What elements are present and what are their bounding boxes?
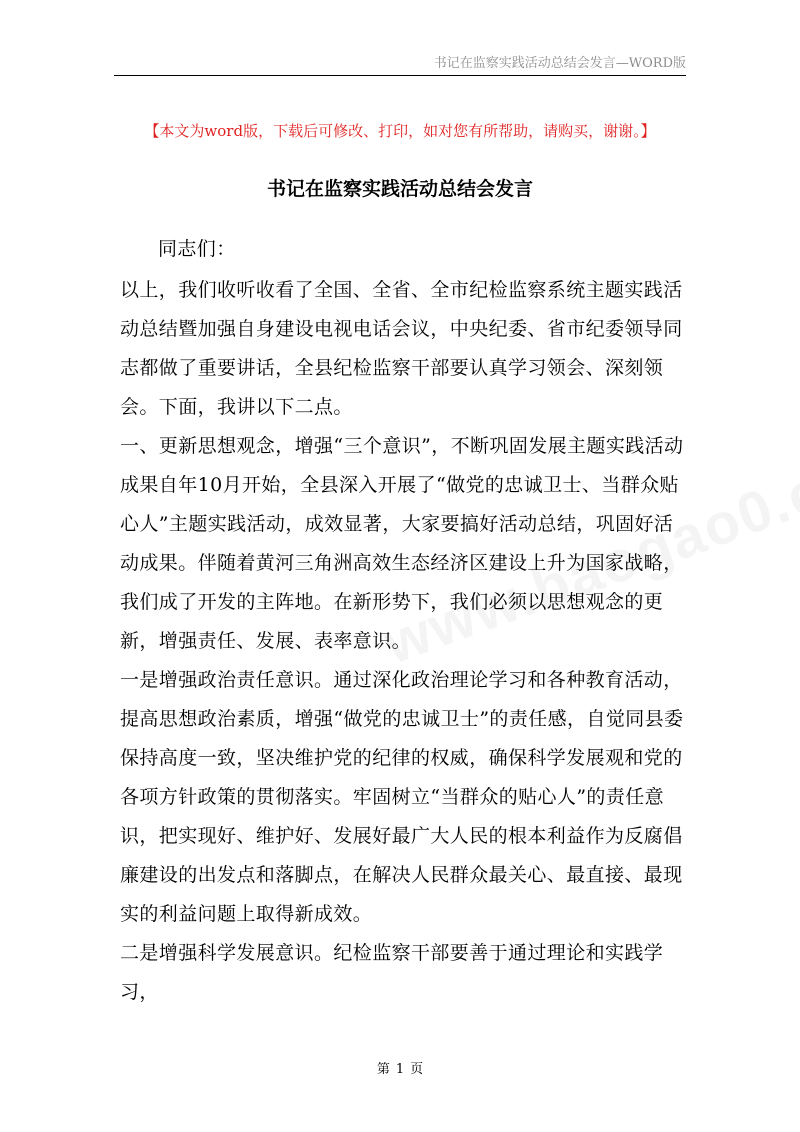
header-divider: [114, 75, 686, 76]
page-prefix: 第: [376, 1062, 390, 1077]
page-suffix: 页: [410, 1062, 424, 1077]
paragraph: 二是增强科学发展意识。纪检监察干部要善于通过理论和实践学习，: [120, 942, 664, 1003]
paragraph: 以上，我们收听收看了全国、全省、全市纪检监察系统主题实践活动总结暨加强自身建设电视电话会议，中央纪委、省市纪委领导同志都做了重要讲话，全县纪检监察干部要认真学习领会、深刻领会。下面，我讲以下二点。: [120, 279, 683, 418]
salutation: 同志们：: [158, 238, 236, 260]
page-footer: [0, 1058, 800, 1077]
document-body: [120, 230, 686, 1012]
paragraph: 一、更新思想观念，增强“三个意识”，不断巩固发展主题实践活动成果自年10月开始，全县深入开展了“做党的忠诚卫士、当群众贴心人”主题实践活动，成效显著，大家要搞好活动总结，巩固好活动成果。伴随着黄河三角洲高效生态经济区建设上升为国家战略，我们成了开发的主阵地。在新形势下，我们必须以思想观念的更新，增强责任、发展、表率意识。: [120, 435, 684, 652]
page-number: 1: [395, 1062, 405, 1077]
running-header: 书记在监察实践活动总结会发言—WORD版: [433, 56, 686, 71]
download-notice: 【本文为word版，下载后可修改、打印，如对您有所帮助，请购买，谢谢。】: [144, 122, 656, 140]
paragraph: 一是增强政治责任意识。通过深化政治理论学习和各种教育活动，提高思想政治素质，增强“做党的忠诚卫士”的责任感，自觉同县委保持高度一致，坚决维护党的纪律的权威，确保科学发展观和党的各项方针政策的贯彻落实。牢固树立“当群众的贴心人”的责任意识，把实现好、维护好、发展好最广大人民的根本利益作为反腐倡廉建设的出发点和落脚点，在解决人民群众最关心、最直接、最现实的利益问题上取得新成效。: [120, 669, 684, 925]
document-title: 书记在监察实践活动总结会发言: [266, 178, 533, 200]
